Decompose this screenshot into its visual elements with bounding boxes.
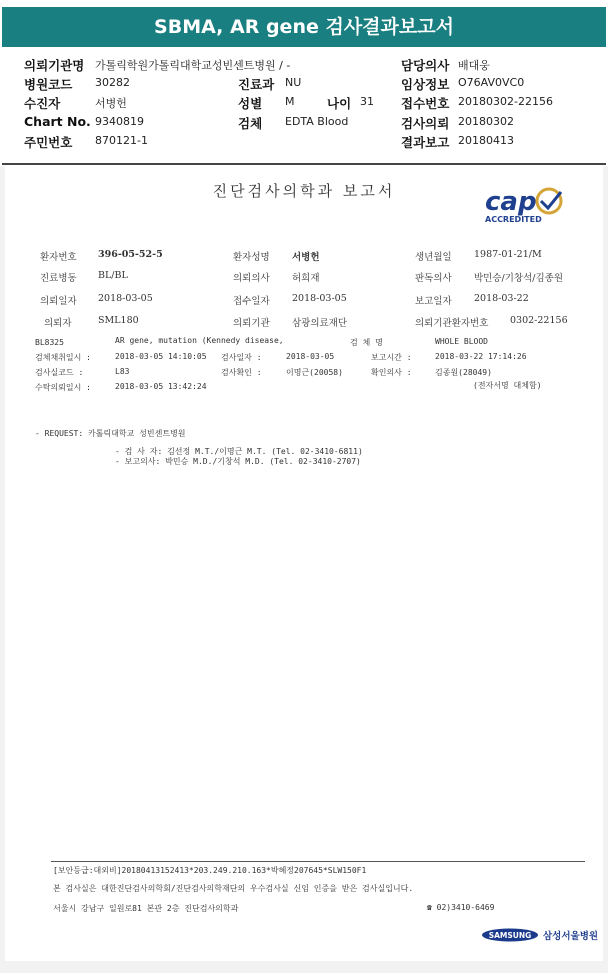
ward-label: 진료병동 bbox=[40, 273, 77, 284]
tel-line: ☎ 02)3410-6469 bbox=[427, 903, 495, 912]
collect-label: 검체채취일시 : bbox=[35, 353, 92, 362]
req-doctor-value: 허희재 bbox=[292, 273, 320, 284]
hospital-name: 삼성서울병원 bbox=[543, 931, 599, 942]
cap-accredited-text: ACCREDITED bbox=[485, 215, 542, 224]
receipt-label: 접수번호 bbox=[401, 96, 450, 111]
hospital-code-value: 30282 bbox=[95, 76, 130, 89]
test-date-value: 2018-03-05 bbox=[286, 352, 335, 361]
institution-value: 가톨릭학원가톨릭대학교성빈센트병원 / - bbox=[95, 59, 291, 72]
patient-no-label: 환자번호 bbox=[40, 252, 77, 263]
tester-line: - 검 사 자: 김선정 M.T./이명근 M.T. (Tel. 02-3410-6811) bbox=[115, 447, 363, 456]
req-date-value: 2018-03-05 bbox=[98, 293, 153, 304]
resident-value: 870121-1 bbox=[95, 134, 148, 147]
report-label: 결과보고 bbox=[401, 135, 450, 150]
hospital-code-label: 병원코드 bbox=[24, 77, 73, 92]
cert-line: 본 검사실은 대한진단검사의학회/진단검사의학재단의 우수검사실 신임 인증을 받은 검사실입니다. bbox=[53, 884, 414, 893]
e-sign-note: (전자서명 대체함) bbox=[473, 381, 542, 390]
request-line: - REQUEST: 카톨릭대학교 성빈센트병원 bbox=[35, 429, 186, 438]
inst-pt-no-value: 0302-22156 bbox=[510, 315, 568, 326]
report-time-label: 보고시간 : bbox=[371, 353, 412, 362]
sex-label: 성별 bbox=[238, 96, 263, 111]
rep-date-label: 보고일자 bbox=[415, 296, 452, 307]
collect-value: 2018-03-05 14:10:05 bbox=[115, 352, 207, 361]
confirm-doc-label: 확인의사 : bbox=[371, 368, 412, 377]
specimen-value: EDTA Blood bbox=[285, 115, 349, 128]
requester-label: 의뢰자 bbox=[44, 318, 72, 329]
document-title: 진단검사의학과 보고서 bbox=[212, 182, 396, 200]
security-line: [보안등급:대외비]20180413152413*203.249.210.163*박혜정207645*SLW150F1 bbox=[53, 866, 367, 875]
age-value: 31 bbox=[360, 95, 374, 108]
report-title: SBMA, AR gene 검사결과보고서 bbox=[2, 7, 606, 47]
reading-doctor-label: 판독의사 bbox=[415, 273, 452, 284]
reporter-line: - 보고의사: 박민승 M.D./기창석 M.D. (Tel. 02-3410-2707) bbox=[115, 457, 361, 466]
reading-doctor-value: 박민승/기창석/김종원 bbox=[474, 273, 563, 284]
patient-no-value: 396-05-52-5 bbox=[98, 249, 163, 260]
chart-label: Chart No. bbox=[24, 114, 91, 129]
request-value: 20180302 bbox=[458, 115, 514, 128]
header-divider bbox=[2, 163, 606, 165]
chart-value: 9340819 bbox=[95, 115, 144, 128]
test-date-label: 검사일자 : bbox=[221, 353, 262, 362]
specimen-name-label: 검 체 명 bbox=[350, 338, 383, 347]
dept-label: 진료과 bbox=[238, 77, 275, 92]
inst-pt-no-label: 의뢰기관환자번호 bbox=[415, 318, 489, 329]
dept-value: NU bbox=[285, 76, 302, 89]
receipt-time-label: 수탁의뢰일시 : bbox=[35, 383, 92, 392]
room-code-label: 검사실코드 : bbox=[35, 368, 84, 377]
test-name: AR gene, mutation (Kennedy disease, bbox=[115, 336, 284, 345]
rec-date-label: 접수일자 bbox=[233, 296, 270, 307]
requester-value: SML180 bbox=[98, 315, 139, 326]
confirm-value: 이명근(20058) bbox=[286, 368, 343, 377]
test-code: BL8325 bbox=[35, 338, 64, 347]
name-value: 서병헌 bbox=[292, 252, 320, 263]
doctor-label: 담당의사 bbox=[401, 58, 450, 73]
rep-date-value: 2018-03-22 bbox=[474, 293, 529, 304]
receipt-value: 20180302-22156 bbox=[458, 95, 553, 108]
request-label: 검사의뢰 bbox=[401, 116, 450, 131]
samsung-logo bbox=[481, 927, 539, 941]
room-code-value: L83 bbox=[115, 367, 130, 376]
patient-value: 서병헌 bbox=[95, 97, 127, 110]
specimen-name-value: WHOLE BLOOD bbox=[435, 337, 488, 346]
dob-label: 생년월일 bbox=[415, 252, 452, 263]
specimen-label: 검체 bbox=[238, 116, 263, 131]
clinical-value: O76AV0VC0 bbox=[458, 76, 525, 89]
req-inst-value: 삼광의료재단 bbox=[292, 318, 348, 329]
req-doctor-label: 의뢰의사 bbox=[233, 273, 270, 284]
doctor-value: 배대웅 bbox=[458, 59, 490, 72]
samsung-logo-text: SAMSUNG bbox=[488, 931, 532, 940]
resident-label: 주민번호 bbox=[24, 135, 73, 150]
scanned-report bbox=[5, 166, 603, 961]
confirm-label: 검사확인 : bbox=[221, 368, 262, 377]
report-value: 20180413 bbox=[458, 134, 514, 147]
name-label: 환자성명 bbox=[233, 252, 270, 263]
req-inst-label: 의뢰기관 bbox=[233, 318, 270, 329]
confirm-doc-value: 김종원(28049) bbox=[435, 368, 492, 377]
sex-value: M bbox=[285, 95, 295, 108]
institution-label: 의뢰기관명 bbox=[24, 58, 85, 73]
report-header bbox=[0, 48, 608, 164]
rec-date-value: 2018-03-05 bbox=[292, 293, 347, 304]
receipt-time-value: 2018-03-05 13:42:24 bbox=[115, 382, 207, 391]
cap-logo-text: cap bbox=[485, 187, 537, 217]
clinical-label: 임상정보 bbox=[401, 77, 450, 92]
cap-accredited-logo bbox=[481, 184, 591, 226]
age-label: 나이 bbox=[327, 96, 352, 111]
ward-value: BL/BL bbox=[98, 270, 128, 281]
req-date-label: 의뢰일자 bbox=[40, 296, 77, 307]
footer-divider bbox=[51, 861, 585, 862]
patient-label: 수진자 bbox=[24, 96, 61, 111]
dob-value: 1987-01-21/M bbox=[474, 249, 542, 260]
report-time-value: 2018-03-22 17:14:26 bbox=[435, 352, 527, 361]
address-line: 서울시 강남구 일원로81 본관 2층 진단검사의학과 bbox=[53, 904, 239, 913]
